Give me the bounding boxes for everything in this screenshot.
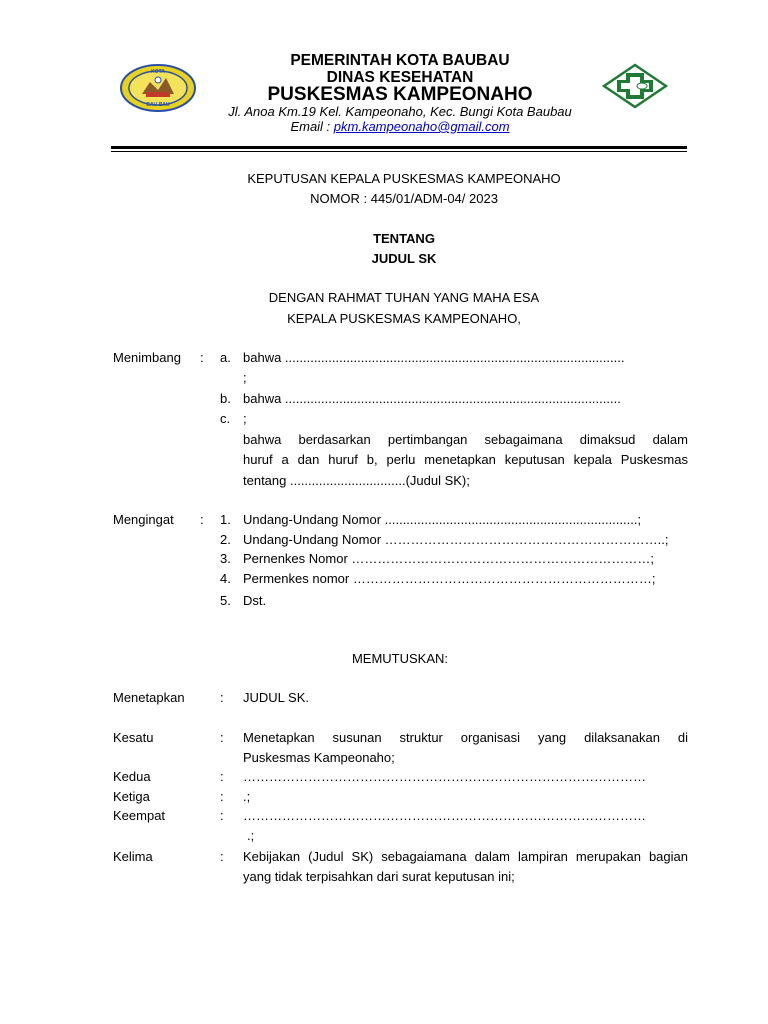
menimbang-a-letter: a. xyxy=(220,350,231,365)
header-rule-thick xyxy=(111,146,687,149)
keempat-colon: : xyxy=(220,808,224,823)
menimbang-c-letter: c. xyxy=(220,411,231,426)
title-number: NOMOR : 445/01/ADM-04/ 2023 xyxy=(310,191,498,206)
kedua-text: ………………………………………………………………………………… xyxy=(243,769,646,784)
email-label: Email : xyxy=(290,119,334,134)
kesatu-line-1: Menetapkan susunan struktur organisasi yang dilaksanakan di xyxy=(243,730,688,745)
kelima-colon: : xyxy=(220,849,224,864)
mengingat-item-number: 3. xyxy=(220,551,231,566)
title-rahmat: DENGAN RAHMAT TUHAN YANG MAHA ESA xyxy=(268,290,540,305)
memutuskan-heading: MEMUTUSKAN: xyxy=(351,651,449,666)
title-tentang: TENTANG xyxy=(373,231,435,246)
mengingat-item-text: Undang-Undang Nomor ......................................................................; xyxy=(243,512,642,527)
ketiga-label: Ketiga xyxy=(113,789,150,804)
header-line-3: PUSKESMAS KAMPEONAHO xyxy=(267,84,533,105)
menetapkan-colon: : xyxy=(220,690,224,705)
kelima-line-1: Kebijakan (Judul SK) sebagaiamana dalam lampiran merupakan bagian xyxy=(243,849,688,864)
kelima-label: Kelima xyxy=(113,849,153,864)
kesatu-colon: : xyxy=(220,730,224,745)
title-judul: JUDUL SK xyxy=(371,251,437,266)
keempat-label: Keempat xyxy=(113,808,166,823)
kesatu-line-2: Puskesmas Kampeonaho; xyxy=(243,750,395,765)
title-kepala: KEPALA PUSKESMAS KAMPEONAHO, xyxy=(287,311,521,326)
email-link[interactable]: pkm.kampeonaho@gmail.com xyxy=(333,119,510,134)
header-rule-thin xyxy=(111,151,687,152)
mengingat-item-text: Pernenkes Nomor ……………………………………………………………; xyxy=(243,551,654,566)
menetapkan-text: JUDUL SK. xyxy=(243,690,309,705)
menimbang-a-text: bahwa .............................................................................................. xyxy=(243,350,625,365)
mengingat-item-text: Undang-Undang Nomor ………………………………………………………..; xyxy=(243,532,669,547)
title-line-1: KEPUTUSAN KEPALA PUSKESMAS KAMPEONAHO xyxy=(247,171,561,186)
menimbang-colon: : xyxy=(200,350,204,365)
mengingat-item-number: 2. xyxy=(220,532,231,547)
mengingat-item-number: 1. xyxy=(220,512,231,527)
ketiga-colon: : xyxy=(220,789,224,804)
mengingat-item-number: 4. xyxy=(220,571,231,586)
puskesmas-logo xyxy=(602,63,668,109)
menimbang-c-line-3: tentang ................................(Judul SK); xyxy=(243,473,470,488)
mengingat-item-number: 5. xyxy=(220,593,231,608)
mengingat-label: Mengingat xyxy=(113,512,174,527)
header-line-2: DINAS KESEHATAN xyxy=(326,69,474,86)
baubau-city-logo xyxy=(120,64,196,112)
menimbang-c-line-2: huruf a dan huruf b, perlu menetapkan keputusan kepala Puskesmas xyxy=(243,452,688,467)
kedua-colon: : xyxy=(220,769,224,784)
menimbang-c-line-1: bahwa berdasarkan pertimbangan sebagaimana dimaksud dalam xyxy=(243,432,688,447)
mengingat-colon: : xyxy=(200,512,204,527)
menimbang-c-cont: ; xyxy=(243,411,247,426)
keempat-line-1: ………………………………………………………………………………… xyxy=(243,808,646,823)
menimbang-label: Menimbang xyxy=(113,350,181,365)
mengingat-item-text: Permenkes nomor ……………………………………………………………; xyxy=(243,571,656,586)
menimbang-a-cont: ; xyxy=(243,370,247,385)
kesatu-label: Kesatu xyxy=(113,730,154,745)
header-address: Jl. Anoa Km.19 Kel. Kampeonaho, Kec. Bungi Kota Baubau xyxy=(228,104,572,119)
keempat-line-2: .; xyxy=(247,828,255,843)
logo-bottom-text: BAU-BAU xyxy=(146,102,170,108)
header-email-line xyxy=(200,119,600,134)
ketiga-text: .; xyxy=(243,789,251,804)
kedua-label: Kedua xyxy=(113,769,151,784)
logo-top-text: KOTA xyxy=(151,69,165,75)
kelima-line-2: yang tidak terpisahkan dari surat keputusan ini; xyxy=(243,869,515,884)
header-line-1: PEMERINTAH KOTA BAUBAU xyxy=(290,52,510,69)
mengingat-item-text: Dst. xyxy=(243,593,267,608)
menimbang-b-text: bahwa ............................................................................................. xyxy=(243,391,621,406)
menimbang-b-letter: b. xyxy=(220,391,231,406)
menetapkan-label: Menetapkan xyxy=(113,690,185,705)
